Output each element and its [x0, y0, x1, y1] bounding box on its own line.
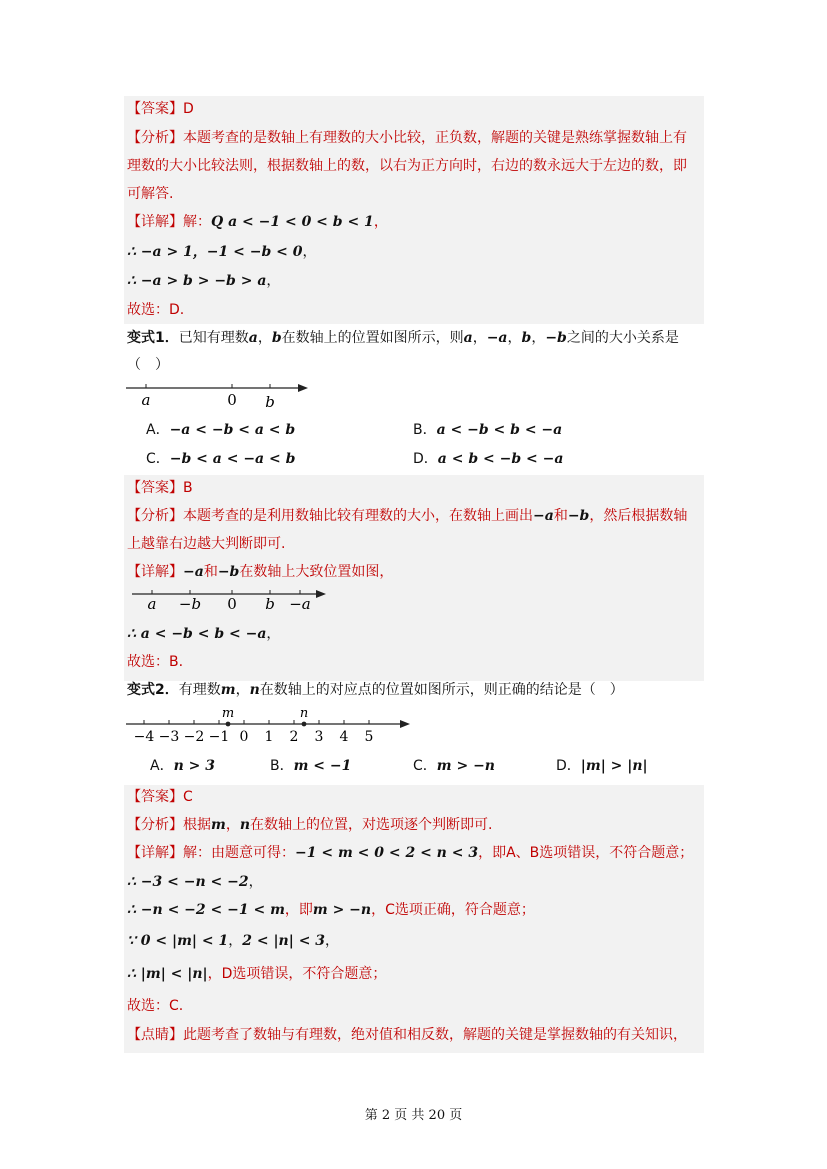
stem-text: 之间的大小关系是 [566, 330, 679, 346]
detail-line-3e [127, 964, 386, 984]
option-label: A． [146, 422, 170, 438]
var: −a [486, 330, 508, 346]
var: b [521, 330, 532, 346]
option-label: D． [413, 451, 438, 467]
option-c[interactable] [146, 449, 295, 469]
punct: ， [302, 244, 317, 260]
analysis-line-2 [127, 156, 687, 176]
option-expr: n > 3 [173, 758, 215, 774]
answer-value: C [183, 789, 193, 805]
analysis-tag: 【分析】 [127, 130, 183, 146]
answer-line-1 [127, 99, 194, 119]
analysis-text: 在数轴上的位置，对选项逐个判断即可. [250, 817, 493, 833]
var: n [249, 682, 260, 698]
answer-blank: （ ） [581, 682, 624, 698]
punct: ， [373, 214, 388, 230]
comment-tag: 【点睛】 [127, 1027, 183, 1043]
detail-text: 在数轴上大致位置如图， [239, 564, 394, 580]
option-expr: |m| > |n| [580, 758, 648, 774]
analysis-line-2b [127, 534, 285, 554]
tick-label: 1 [264, 729, 274, 745]
axis-label-a: a [147, 595, 157, 613]
math-expr: −a [183, 564, 204, 580]
tick-label: −4 [133, 729, 155, 745]
option-label: D． [556, 758, 581, 774]
analysis-tag: 【分析】 [127, 817, 183, 833]
var: a [248, 330, 258, 346]
question-2-stem [127, 680, 624, 700]
math-expr: ∴ −n < −2 < −1 < m [127, 902, 285, 918]
punct: ， [266, 626, 281, 642]
number-line-q1 [124, 378, 314, 412]
number-line-b2 [130, 584, 330, 616]
tick-label: 0 [239, 729, 249, 745]
question-label: 变式2． [127, 682, 179, 698]
punct: ， [266, 273, 281, 289]
detail-text: ，D选项错误，不符合题意； [207, 966, 387, 982]
math-expr: ∵ 0 < |m| < 1 [127, 933, 229, 949]
detail-line-2 [127, 242, 317, 262]
var: m [211, 817, 226, 833]
detail-line-1 [127, 212, 388, 232]
math-expr: ∴ −a > 1，−1 < −b < 0 [127, 244, 303, 260]
punct: ， [472, 330, 487, 346]
analysis-text: 和 [553, 508, 568, 524]
page-footer: 第 2 页 共 20 页 [364, 1108, 463, 1123]
choose-text: 故选：B. [127, 654, 184, 670]
tick-label: −1 [208, 729, 230, 745]
axis-label-neg-b: −b [178, 595, 202, 613]
answer-tag: 【答案】 [127, 789, 183, 805]
answer-tag: 【答案】 [127, 480, 183, 496]
punct: ， [248, 874, 263, 890]
point-label-m: m [221, 706, 235, 721]
detail-line-3b [127, 872, 263, 892]
punct: ， [531, 330, 546, 346]
point-m [226, 722, 231, 727]
option-d[interactable] [556, 756, 648, 776]
choose-line-3 [127, 996, 183, 1016]
stem-text: 已知有理数 [178, 330, 249, 346]
analysis-line-3 [127, 184, 173, 204]
option-c[interactable] [413, 756, 495, 776]
option-a[interactable] [146, 420, 295, 440]
option-a[interactable] [150, 756, 215, 776]
point-label-n: n [299, 706, 309, 721]
var: −b [545, 330, 567, 346]
stem-text: 有理数 [178, 682, 221, 698]
stem-text: 在数轴上的对应点的位置如图所示，则正确的结论是 [259, 682, 582, 698]
tick-label: 5 [364, 729, 374, 745]
detail-text: ，即A、B选项错误，不符合题意； [478, 845, 694, 861]
math-expr: ∴ −3 < −n < −2 [127, 874, 249, 890]
choose-text: 故选：D. [127, 302, 185, 318]
number-line-q2 [124, 704, 414, 746]
option-label: C． [146, 451, 170, 467]
detail-line-2a [127, 562, 393, 582]
analysis-text: 本题考查的是利用数轴比较有理数的大小，在数轴上画出 [183, 508, 533, 524]
analysis-line-1 [127, 128, 687, 148]
axis-label-b: b [265, 393, 275, 411]
axis-label-a: a [141, 391, 151, 409]
detail-tag: 【详解】 [127, 214, 183, 230]
detail-text: 和 [203, 564, 218, 580]
analysis-text: 本题考查的是数轴上有理数的大小比较，正负数，解题的关键是熟练掌握数轴上有 [183, 130, 687, 146]
tick-label: 3 [314, 729, 324, 745]
option-expr: −b < a < −a < b [169, 451, 296, 467]
punct: ， [225, 817, 240, 833]
var: n [239, 817, 251, 833]
tick-label: −3 [158, 729, 180, 745]
answer-tag: 【答案】 [127, 101, 183, 117]
axis-label-zero: 0 [227, 391, 237, 409]
analysis-text: 上越靠右边越大判断即可. [127, 536, 286, 552]
math-expr: 2 < |n| < 3 [242, 933, 326, 949]
answer-value: B [183, 480, 193, 496]
axis-label-neg-a: −a [289, 595, 311, 613]
option-expr: m > −n [436, 758, 495, 774]
answer-blank: （ ） [127, 357, 169, 373]
math-expr: ∴ −a > b > −b > a [127, 273, 267, 289]
detail-line-3 [127, 271, 280, 291]
analysis-text: 可解答. [127, 186, 174, 202]
analysis-tag: 【分析】 [127, 508, 183, 524]
detail-text: ，即 [284, 902, 313, 918]
question-label: 变式1． [127, 330, 179, 346]
detail-text: 解： [183, 214, 211, 230]
option-b[interactable] [270, 756, 351, 776]
detail-text: ，C选项正确，符合题意； [371, 902, 535, 918]
math-expr: ∴ |m| < |n| [127, 966, 208, 982]
choose-line-2 [127, 652, 183, 672]
analysis-text: 理数的大小比较法则，根据数轴上的数，以右为正方向时，右边的数永远大于左边的数，即 [127, 158, 687, 174]
math-expr: −b [567, 508, 590, 524]
detail-tag: 【详解】 [127, 845, 183, 861]
question-1-paren [127, 355, 169, 375]
var: a [463, 330, 473, 346]
analysis-line-3a [127, 815, 492, 835]
math-expr: Q a < −1 < 0 < b < 1 [211, 214, 374, 230]
option-label: B． [270, 758, 294, 774]
punct: ， [325, 933, 340, 949]
tick-label: −2 [183, 729, 205, 745]
axis-label-zero: 0 [227, 595, 237, 613]
analysis-text: ，然后根据数轴 [589, 508, 688, 524]
math-expr: −a [533, 508, 554, 524]
comment-line [127, 1025, 687, 1045]
option-expr: a < −b < b < −a [436, 422, 563, 438]
choose-line-1 [127, 300, 184, 320]
question-1-stem [127, 328, 679, 348]
tick-label: 2 [289, 729, 299, 745]
punct: ， [257, 330, 272, 346]
choose-text: 故选：C. [127, 998, 184, 1014]
answer-line-3 [127, 787, 193, 807]
stem-text: 在数轴上的位置如图所示，则 [281, 330, 464, 346]
conclusion-line-2 [127, 624, 280, 644]
math-expr: ∴ a < −b < b < −a [127, 626, 267, 642]
option-label: C． [413, 758, 437, 774]
axis-label-b: b [265, 595, 275, 613]
option-label: A． [150, 758, 174, 774]
answer-value: D [183, 101, 194, 117]
var: b [271, 330, 282, 346]
punct: ， [228, 933, 243, 949]
detail-line-3c [127, 900, 535, 920]
analysis-text: 根据 [183, 817, 211, 833]
math-expr: −1 < m < 0 < 2 < n < 3 [295, 845, 479, 861]
detail-tag: 【详解】 [127, 564, 183, 580]
option-expr: a < b < −b < −a [437, 451, 564, 467]
punct: ， [507, 330, 522, 346]
var: m [220, 682, 236, 698]
option-label: B． [413, 422, 437, 438]
detail-text: 解：由题意可得： [183, 845, 295, 861]
option-expr: −a < −b < a < b [169, 422, 296, 438]
option-b[interactable] [413, 420, 562, 440]
math-expr: m > −n [312, 902, 372, 918]
point-n [302, 722, 307, 727]
answer-line-2 [127, 478, 193, 498]
option-expr: m < −1 [293, 758, 352, 774]
punct: ， [235, 682, 250, 698]
option-d[interactable] [413, 449, 563, 469]
detail-line-3a [127, 843, 693, 863]
detail-line-3d [127, 931, 339, 951]
analysis-line-2a [127, 506, 687, 526]
comment-text: 此题考查了数轴与有理数，绝对值和相反数，解题的关键是掌握数轴的有关知识， [183, 1027, 687, 1043]
math-expr: −b [217, 564, 240, 580]
tick-label: 4 [339, 729, 349, 745]
